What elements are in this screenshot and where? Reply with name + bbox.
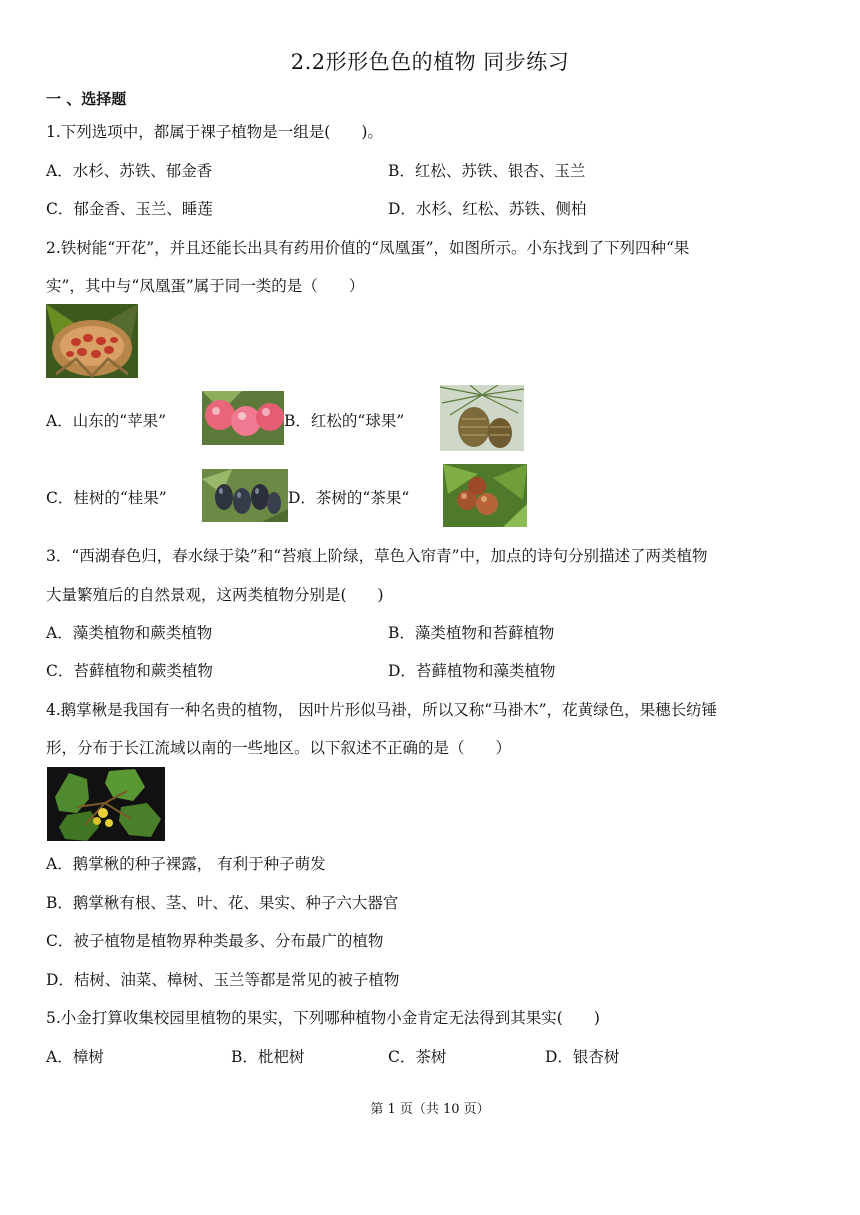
pine-cone-image bbox=[440, 385, 524, 451]
phoenix-egg-image bbox=[46, 304, 138, 378]
q2-stem-line1: 2.铁树能“开花”，并且还能长出具有药用价值的“凤凰蛋”，如图所示。小东找到了下列四种“果 bbox=[46, 239, 690, 257]
q1-option-b: B．红松、苏铁、银杏、玉兰 bbox=[388, 162, 586, 180]
q3-stem-line1: 3．“西湖春色归，春水绿于染”和“苔痕上阶绿，草色入帘青”中，加点的诗句分别描述了两类植物 bbox=[46, 547, 708, 565]
q3-option-c: C．苔藓植物和蕨类植物 bbox=[46, 662, 213, 680]
section-heading: 一 、选择题 bbox=[46, 90, 127, 108]
osmanthus-fruit-image bbox=[202, 469, 288, 522]
page-title: 2.2形形色色的植物 同步练习 bbox=[290, 50, 570, 74]
q5-option-a: A．樟树 bbox=[46, 1048, 104, 1066]
q2-stem-line2: 实”，其中与“凤凰蛋”属于同一类的是（ ） bbox=[46, 277, 365, 295]
q1-option-d: D．水杉、红松、苏铁、侧柏 bbox=[388, 200, 587, 218]
tulip-tree-image bbox=[47, 767, 165, 841]
q3-option-d: D．苔藓植物和藻类植物 bbox=[388, 662, 556, 680]
q2-option-c: C．桂树的“桂果” bbox=[46, 489, 167, 507]
q4-option-b: B．鹅掌楸有根、茎、叶、花、果实、种子六大器官 bbox=[46, 894, 399, 912]
q3-option-a: A．藻类植物和蕨类植物 bbox=[46, 624, 213, 642]
q1-stem: 1.下列选项中，都属于裸子植物是一组是( )。 bbox=[46, 123, 383, 141]
q4-option-d: D．桔树、油菜、樟树、玉兰等都是常见的被子植物 bbox=[46, 971, 400, 989]
q5-option-b: B．枇杷树 bbox=[231, 1048, 305, 1066]
q4-option-a: A．鹅掌楸的种子裸露， 有利于种子萌发 bbox=[46, 855, 326, 873]
q4-stem-line1: 4.鹅掌楸是我国有一种名贵的植物， 因叶片形似马褂，所以又称“马褂木”，花黄绿色，果穗长纺锤 bbox=[46, 701, 718, 719]
apple-image bbox=[202, 391, 284, 445]
q1-option-c: C．郁金香、玉兰、睡莲 bbox=[46, 200, 213, 218]
q5-stem: 5.小金打算收集校园里植物的果实，下列哪种植物小金肯定无法得到其果实( ) bbox=[46, 1009, 600, 1027]
page-footer: 第 1 页（共 10 页） bbox=[370, 1102, 490, 1117]
q3-option-b: B．藻类植物和苔藓植物 bbox=[388, 624, 555, 642]
q2-option-d: D．茶树的“茶果“ bbox=[288, 489, 410, 507]
q3-stem-line2: 大量繁殖后的自然景观，这两类植物分别是( ) bbox=[46, 586, 384, 604]
q5-option-c: C．茶树 bbox=[388, 1048, 447, 1066]
q4-stem-line2: 形，分布于长江流域以南的一些地区。以下叙述不正确的是（ ） bbox=[46, 739, 512, 757]
q2-option-b: B．红松的“球果” bbox=[284, 412, 405, 430]
q5-option-d: D．银杏树 bbox=[545, 1048, 620, 1066]
tea-fruit-image bbox=[443, 464, 527, 527]
q1-option-a: A．水杉、苏铁、郁金香 bbox=[46, 162, 213, 180]
q4-option-c: C．被子植物是植物界种类最多、分布最广的植物 bbox=[46, 932, 384, 950]
q2-option-a: A．山东的“苹果” bbox=[46, 412, 167, 430]
